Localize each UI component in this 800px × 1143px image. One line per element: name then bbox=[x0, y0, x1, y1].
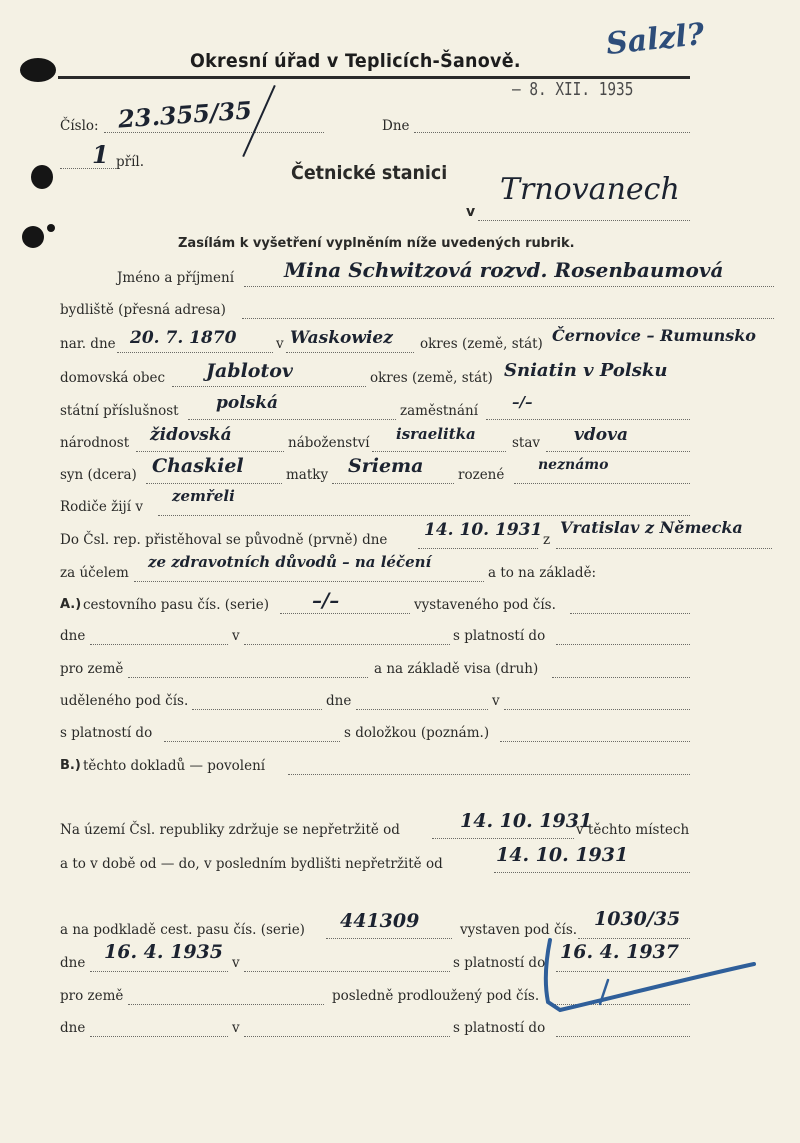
birth-place-value: Waskowiez bbox=[290, 328, 393, 348]
corner-handwritten-note: Salzl? bbox=[604, 16, 707, 63]
nationality-value: židovská bbox=[150, 425, 232, 445]
station-name: Trnovanech bbox=[500, 172, 680, 207]
validity-label-a: s platností do bbox=[453, 628, 546, 644]
parents-label: Rodiče žijí v bbox=[60, 499, 143, 515]
district2-label: okres (země, stát) bbox=[370, 370, 493, 386]
date-label-a: dne bbox=[60, 628, 86, 644]
issued-number-label: vystaven pod čís. bbox=[460, 922, 578, 938]
passport-validity-value: 16. 4. 1937 bbox=[560, 941, 680, 963]
religion-value: israelitka bbox=[396, 425, 476, 443]
name-label: Jméno a příjmení bbox=[117, 270, 235, 286]
last-residence-label: a to v době od — do, v posledním bydlišti nepřetržitě od bbox=[60, 856, 443, 872]
immigration-from-z: z bbox=[543, 532, 551, 548]
attachments-label: příl. bbox=[116, 154, 145, 170]
extension-validity-label: s platností do bbox=[453, 1020, 546, 1036]
stay-since-label: Na území Čsl. republiky zdržuje se nepřetržitě od bbox=[60, 822, 400, 838]
birth-date-value: 20. 7. 1870 bbox=[130, 328, 237, 348]
visa-label: a na základě visa (druh) bbox=[374, 661, 539, 677]
received-date-stamp: – 8. XII. 1935 bbox=[512, 79, 634, 100]
issue-date-label: dne bbox=[60, 955, 86, 971]
immigration-from-value: Vratislav z Německa bbox=[560, 518, 743, 537]
places-label: v těchto místech bbox=[576, 822, 690, 838]
child-of-label: syn (dcera) bbox=[60, 467, 137, 483]
attachments-count: 1 bbox=[92, 140, 109, 169]
marital-status-label: stav bbox=[512, 435, 541, 451]
visa-validity-label: s platností do bbox=[60, 725, 153, 741]
number-label: Číslo: bbox=[60, 118, 99, 134]
section-a-marker: A.) bbox=[60, 597, 82, 612]
clause-label: s doložkou (poznám.) bbox=[344, 725, 490, 741]
maiden-name-label: rozené bbox=[458, 467, 505, 483]
issue-place-v-label: v bbox=[232, 955, 240, 971]
district1-value: Černovice – Rumunsko bbox=[552, 326, 756, 345]
passport-validity-label: s platností do bbox=[453, 955, 546, 971]
binder-hole-lower bbox=[22, 226, 44, 248]
granted-under-label: uděleného pod čís. bbox=[60, 693, 189, 709]
countries-label-b: pro země bbox=[60, 988, 124, 1004]
mother-name-value: Sriema bbox=[348, 455, 424, 477]
birth-date-label: nar. dne bbox=[60, 336, 116, 352]
home-municipality-value: Jablotov bbox=[206, 360, 293, 382]
passport-number-value: –/– bbox=[312, 588, 340, 612]
nationality-label: národnost bbox=[60, 435, 130, 451]
immigration-date-value: 14. 10. 1931 bbox=[424, 520, 543, 540]
intro-text: Zasílám k vyšetření vyplněním níže uvedených rubrik. bbox=[178, 236, 575, 251]
countries-label-a: pro země bbox=[60, 661, 124, 677]
residence-label: bydliště (přesná adresa) bbox=[60, 302, 226, 318]
documents-permit-label: těchto dokladů — povolení bbox=[83, 758, 266, 774]
binder-hole-middle bbox=[31, 165, 53, 189]
extension-place-v-label: v bbox=[232, 1020, 240, 1036]
birth-place-v: v bbox=[276, 336, 284, 352]
mother-label: matky bbox=[286, 467, 329, 483]
father-name-value: Chaskiel bbox=[152, 455, 244, 477]
recipient-title: Četnické stanici bbox=[291, 162, 448, 184]
last-extended-label: posledně prodloužený pod čís. bbox=[332, 988, 540, 1004]
extension-date-label: dne bbox=[60, 1020, 86, 1036]
marital-status-value: vdova bbox=[574, 425, 628, 445]
purpose-value: ze zdravotních důvodů – na léčení bbox=[148, 553, 432, 571]
passport-basis-label: a na podkladě cest. pasu čís. (serie) bbox=[60, 922, 305, 938]
home-municipality-label: domovská obec bbox=[60, 370, 166, 386]
district1-label: okres (země, stát) bbox=[420, 336, 543, 352]
issued-under-label: vystaveného pod čís. bbox=[414, 597, 556, 613]
blue-pencil-mark bbox=[530, 930, 770, 1020]
visa-date-label: dne bbox=[326, 693, 352, 709]
binder-hole-top bbox=[20, 58, 56, 82]
visa-place-v-label: v bbox=[492, 693, 500, 709]
issued-number-value: 1030/35 bbox=[594, 908, 681, 930]
occupation-label: zaměstnání bbox=[400, 403, 479, 419]
last-residence-since-value: 14. 10. 1931 bbox=[496, 844, 629, 866]
office-title: Okresní úřad v Teplicích-Šanově. bbox=[190, 50, 521, 72]
citizenship-label: státní příslušnost bbox=[60, 403, 179, 419]
purpose-label: za účelem bbox=[60, 565, 129, 581]
station-v-label: v bbox=[466, 204, 476, 220]
citizenship-value: polská bbox=[216, 393, 279, 413]
maiden-name-value: neznámo bbox=[538, 457, 609, 473]
place-v-label-a: v bbox=[232, 628, 240, 644]
parents-value: zemřeli bbox=[172, 487, 235, 505]
passport-number-label: cestovního pasu čís. (serie) bbox=[83, 597, 269, 613]
name-value: Mina Schwitzová rozvd. Rosenbaumová bbox=[284, 258, 724, 282]
basis-label: a to na základě: bbox=[488, 565, 597, 581]
binder-hole-small bbox=[47, 224, 55, 232]
occupation-value: –/– bbox=[512, 393, 533, 411]
section-b-marker: B.) bbox=[60, 758, 81, 773]
date-label: Dne bbox=[382, 118, 410, 134]
immigration-label: Do Čsl. rep. přistěhoval se původně (prvně) dne bbox=[60, 532, 388, 548]
stay-since-value: 14. 10. 1931 bbox=[460, 810, 593, 832]
passport-basis-value: 441309 bbox=[340, 910, 420, 932]
religion-label: náboženství bbox=[288, 435, 370, 451]
number-value: 23.355/35 bbox=[117, 95, 253, 134]
issue-date-value: 16. 4. 1935 bbox=[104, 941, 224, 963]
district2-value: Sniatin v Polsku bbox=[504, 360, 668, 381]
